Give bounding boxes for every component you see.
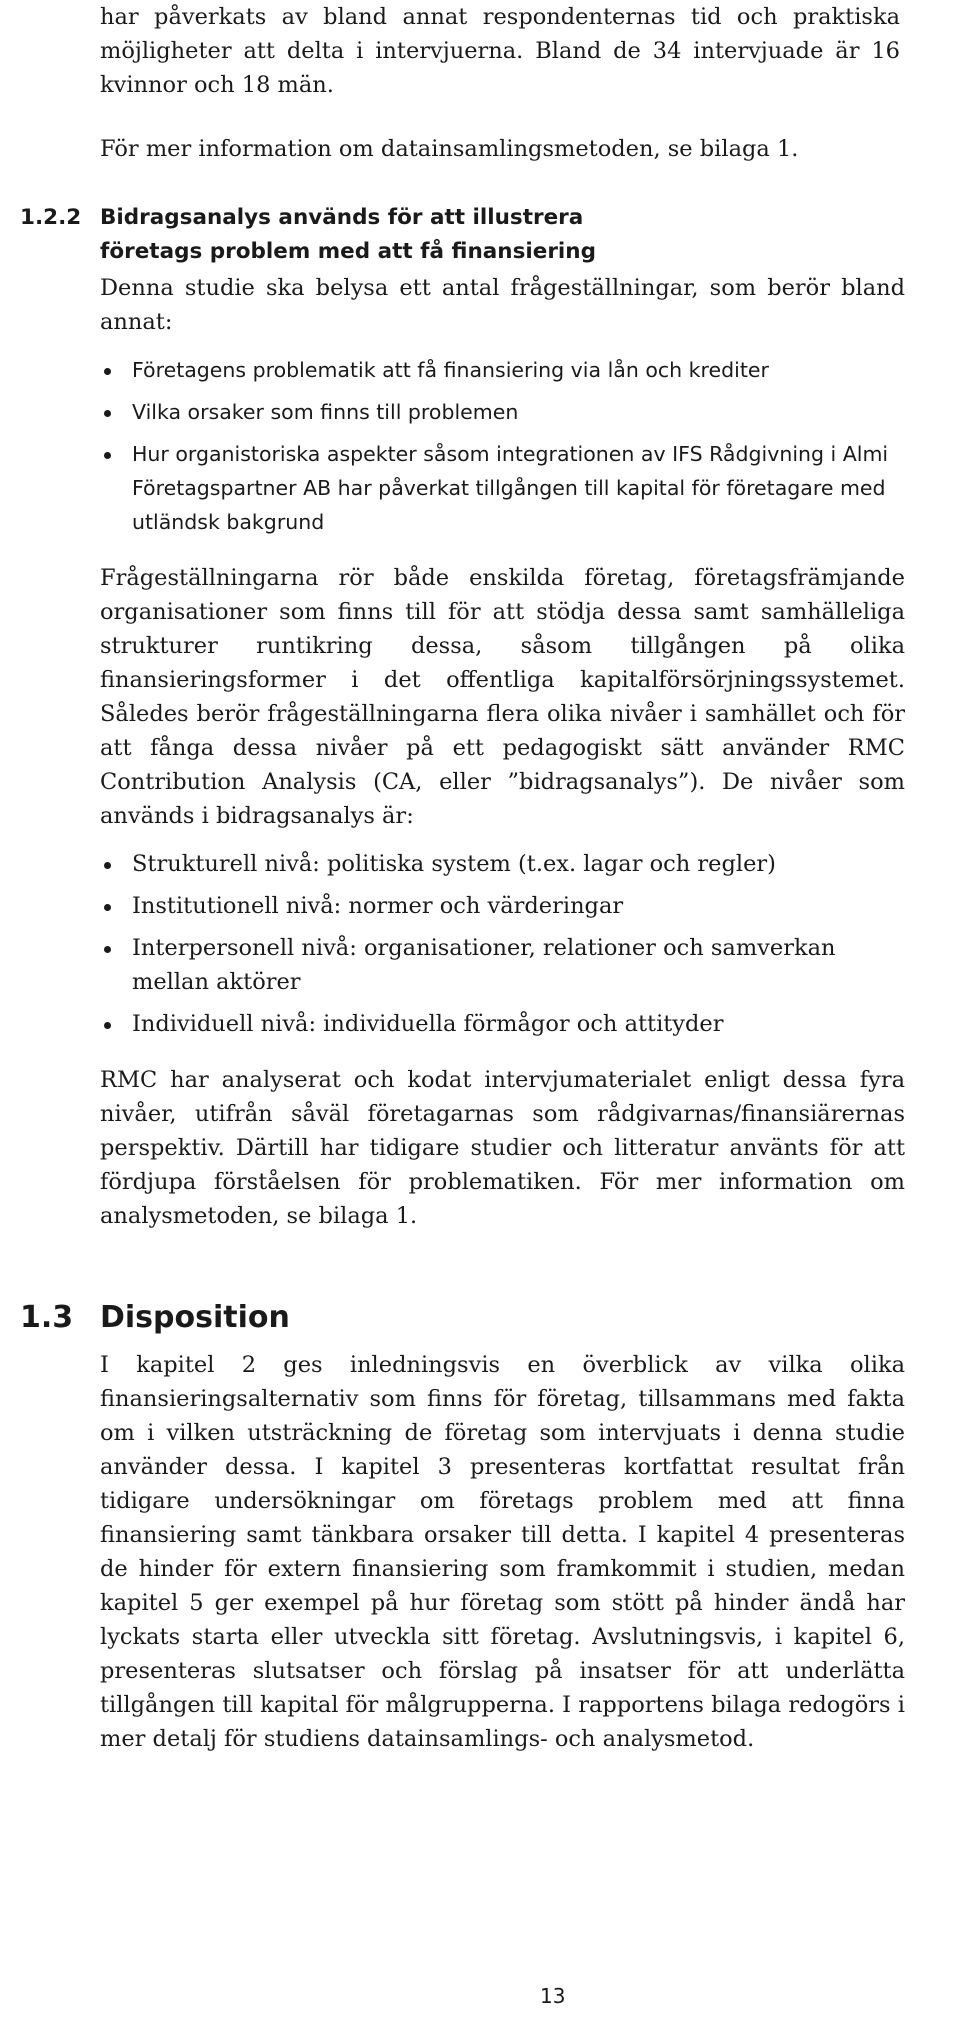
intro-reference-paragraph: För mer information om datainsamlingsmetoden, se bilaga 1. — [100, 136, 799, 162]
list-item: Företagens problematik att få finansiering via lån och krediter — [100, 353, 905, 387]
section-number: 1.3 — [20, 1300, 74, 1335]
levels-intro-paragraph: Frågeställningarna rör både enskilda företag, företagsfrämjande organisationer som finns till för att stödja dessa samt samhälleliga strukturer runtikring dessa, såsom tillgången på olika finansieringsformer i det offentliga kapitalförsörjningssystemet. Således berör frågeställningarna flera olika nivåer i samhället och för att fånga dessa nivåer på ett pedagogiskt sätt använder RMC Contribution Analysis (CA, eller ”bidragsanalys”). De nivåer som används i bidragsanalys är: — [100, 565, 905, 829]
list-item: Vilka orsaker som finns till problemen — [100, 395, 905, 429]
questions-list — [100, 353, 905, 539]
section-1-2-2-body — [100, 271, 905, 1247]
list-item: Institutionell nivå: normer och värderingar — [100, 889, 905, 923]
list-item: Interpersonell nivå: organisationer, relationer och samverkan mellan aktörer — [100, 931, 905, 999]
page-number: 13 — [540, 1984, 566, 2008]
intro-block — [100, 0, 900, 196]
list-item: Hur organistoriska aspekter såsom integrationen av IFS Rådgivning i Almi Företagspartner AB har påverkat tillgången till kapital för företagare med utländsk bakgrund — [100, 437, 905, 539]
section-1-3-body — [100, 1348, 905, 1756]
section-title-line-1: Bidragsanalys används för att illustrera — [100, 205, 584, 230]
list-item: Strukturell nivå: politiska system (t.ex. lagar och regler) — [100, 847, 905, 881]
list-item: Individuell nivå: individuella förmågor och attityder — [100, 1007, 905, 1041]
intro-paragraph: har påverkats av bland annat respondenternas tid och praktiska möjligheter att delta i intervjuerna. Bland de 34 intervjuade är 16 kvinnor och 18 män. — [100, 4, 900, 98]
disposition-paragraph: I kapitel 2 ges inledningsvis en överblick av vilka olika finansieringsalternativ som finns för företag, tillsammans med fakta om i vilken utsträckning de företag som intervjuats i denna studie använder dessa. I kapitel 3 presenteras kortfattat resultat från tidigare undersökningar om företags problem med att finna finansiering samt tänkbara orsaker till detta. I kapitel 4 presenteras de hinder för extern finansiering som framkommit i studien, medan kapitel 5 ger exempel på hur företag som stött på hinder ändå har lyckats starta eller utveckla sitt företag. Avslutningsvis, i kapitel 6, presenteras slutsatser och förslag på insatser för att underlätta tillgången till kapital för målgrupperna. I rapportens bilaga redogörs i mer detalj för studiens datainsamlings- och analysmetod. — [100, 1352, 905, 1752]
section-number: 1.2.2 — [20, 205, 82, 230]
study-intro-paragraph: Denna studie ska belysa ett antal frågeställningar, som berör bland annat: — [100, 275, 905, 335]
levels-list — [100, 847, 905, 1041]
section-1-2-2-heading — [20, 201, 900, 269]
section-title: Disposition — [100, 1300, 290, 1335]
section-title-line-2: företags problem med att få finansiering — [100, 239, 596, 264]
analysis-paragraph: RMC har analyserat och kodat intervjumaterialet enligt dessa fyra nivåer, utifrån såväl företagarnas som rådgivarnas/finansiärernas perspektiv. Därtill har tidigare studier och litteratur använts för att fördjupa förståelsen för problematiken. För mer information om analysmetoden, se bilaga 1. — [100, 1067, 905, 1229]
section-1-3-heading — [20, 1298, 900, 1338]
